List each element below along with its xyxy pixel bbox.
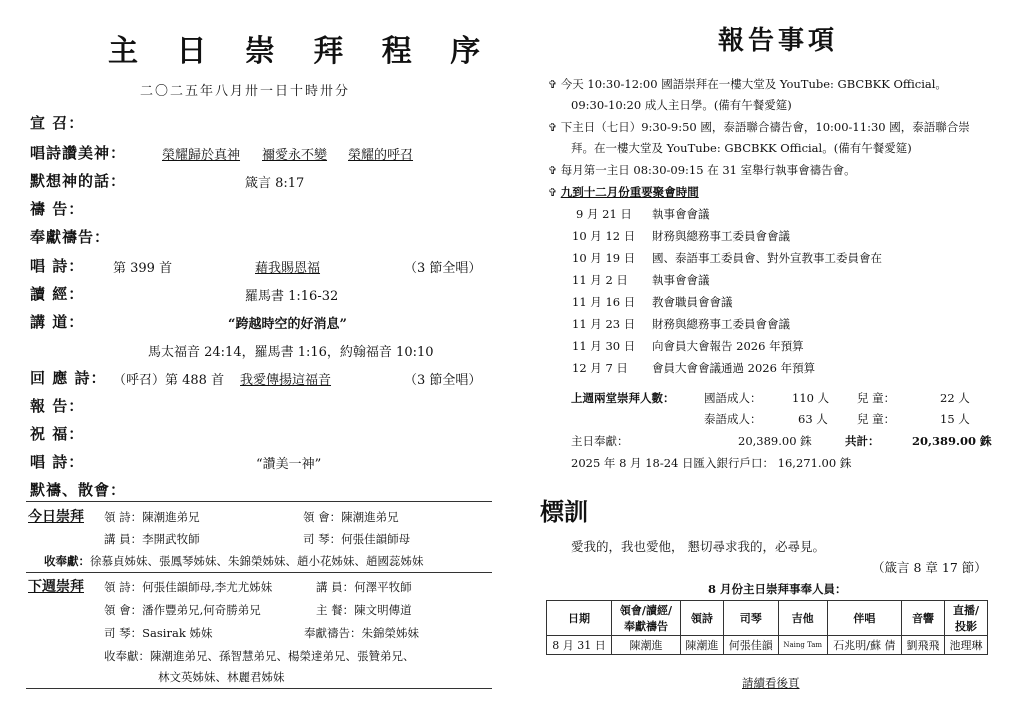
next-r1a-label: 領 詩： xyxy=(104,580,143,594)
next-r2a-val: 潘作豐弟兄,何奇勝弟兄 xyxy=(142,603,261,617)
service-date: 二〇二五年八月卅一日十時卅分 xyxy=(140,84,351,99)
blessing-label: 祝 福： xyxy=(30,425,85,443)
today-offering-label: 收奉獻： xyxy=(44,554,90,568)
program-title: 主 日 崇 拜 程 序 xyxy=(108,34,495,69)
doxology-label: 唱 詩： xyxy=(30,453,85,471)
schedule-event-2: 財務與總務事工委員會會議 xyxy=(652,229,790,243)
today-r2a-val: 李開武牧師 xyxy=(142,532,200,546)
today-offering-val: 徐慕貞姊妹、張鳳琴姊妹、朱錦榮姊妹、趙小花姊妹、趙國蕊姊妹 xyxy=(90,554,424,568)
today-r1b-val: 陳潮進弟兄 xyxy=(341,510,399,524)
schedule-event-1: 執事會會議 xyxy=(652,207,710,221)
child-label-2: 兒 童： xyxy=(857,412,896,426)
roster-header-row xyxy=(547,601,988,636)
announcement-6: 九到十二月份重要聚會時間 xyxy=(560,185,699,199)
roster-header-guitar: 吉他 xyxy=(778,601,827,636)
next-r1b-val: 何澤平牧師 xyxy=(354,580,412,594)
sermon-refs: 馬太福音 24:14，羅馬書 1:16，約翰福音 10:10 xyxy=(148,345,434,360)
bullet-icon: ✞ xyxy=(548,164,561,177)
roster-title: 8 月份主日崇拜事奉人員： xyxy=(708,582,847,596)
today-r2b-val: 何張佳韻師母 xyxy=(341,532,411,546)
today-r1a-label: 領 詩： xyxy=(104,510,143,524)
report-label: 報 告： xyxy=(30,397,85,415)
announcements-title: 報告事項 xyxy=(718,26,839,56)
reading-label: 讀 經： xyxy=(30,285,85,303)
praise-label: 唱詩讚美神： xyxy=(30,144,127,162)
schedule-date-5: 11 月 16 日 xyxy=(572,295,636,309)
response-number: （呼召）第 488 首 xyxy=(113,373,225,388)
roster-header-leader: 領會/讀經/奉獻禱告 xyxy=(611,601,680,636)
bullet-icon: ✞ xyxy=(548,78,561,91)
next-r1b-label: 講 員： xyxy=(316,580,355,594)
next-r2b-val: 陳文明傳道 xyxy=(354,603,412,617)
response-title: 我愛傳揚這福音 xyxy=(240,373,332,388)
next-r3a-label: 司 琴： xyxy=(104,626,143,640)
today-r2a-label: 講 員： xyxy=(104,532,143,546)
roster-header-song: 領詩 xyxy=(680,601,723,636)
schedule-event-8: 會員大會會議通過 2026 年預算 xyxy=(652,361,816,375)
thai-count: 63 人 xyxy=(798,412,828,426)
hymn-label: 唱 詩： xyxy=(30,257,85,275)
schedule-date-6: 11 月 23 日 xyxy=(572,317,636,331)
schedule-date-2: 10 月 12 日 xyxy=(572,229,636,243)
motto-title: 標訓 xyxy=(540,497,588,526)
thai-label: 泰語成人： xyxy=(704,412,762,426)
attendance-label: 上週兩堂崇拜人數： xyxy=(571,391,675,405)
roster-header-stream: 直播/投影 xyxy=(945,601,988,636)
sermon-label: 講 道： xyxy=(30,313,85,331)
doxology-title: “讚美一神” xyxy=(256,457,322,472)
schedule-event-4: 執事會會議 xyxy=(652,273,710,287)
total-amount: 20,389.00 銖 xyxy=(912,434,992,448)
schedule-event-6: 財務與總務事工委員會會議 xyxy=(652,317,790,331)
sermon-title: “跨越時空的好消息” xyxy=(228,317,347,332)
today-r2b-label: 司 琴： xyxy=(303,532,342,546)
roster-cell-song: 陳潮進 xyxy=(680,636,723,655)
divider-top xyxy=(26,501,492,502)
mandarin-label: 國語成人： xyxy=(704,391,762,405)
roster-cell-date: 8 月 31 日 xyxy=(547,636,612,655)
schedule-event-7: 向會員大會報告 2026 年預算 xyxy=(652,339,804,353)
prayer-label: 禱 告： xyxy=(30,200,85,218)
roster-cell-vocal: 石兆明/蘇 倩 xyxy=(827,636,901,655)
next-r3b-label: 奉獻禱告： xyxy=(304,626,362,640)
announcement-1: 今天 10:30-12:00 國語崇拜在一樓大堂及 YouTube: GBCBKK Official。 xyxy=(560,77,947,91)
announcement-3: 下主日（七日）9:30-9:50 國，泰語聯合禱告會，10:00-11:30 國，泰語聯合崇 xyxy=(560,120,970,134)
announcement-5: 每月第一主日 08:30-09:15 在 31 室舉行執事會禱告會。 xyxy=(560,163,856,177)
motto-text: 愛我的，我也愛他， 懇切尋求我的，必尋見。 xyxy=(571,539,825,554)
roster-header-piano: 司琴 xyxy=(723,601,778,636)
word-label: 默想神的話： xyxy=(30,172,127,190)
schedule-event-5: 教會職員會會議 xyxy=(652,295,733,309)
next-offering-val1: 陳潮進弟兄、孫智慧弟兄、楊榮達弟兄、張贊弟兄、 xyxy=(150,649,415,663)
word-ref: 箴言 8:17 xyxy=(245,176,305,191)
next-r3a-val: Sasirak 姊妹 xyxy=(142,626,213,640)
schedule-event-3: 國、泰語事工委員會、對外宣教事工委員會在 xyxy=(652,251,882,265)
reading-ref: 羅馬書 1:16-32 xyxy=(245,289,339,304)
hymn-title: 藉我賜恩福 xyxy=(255,261,321,276)
today-r1a-val: 陳潮進弟兄 xyxy=(142,510,200,524)
child-count-2: 15 人 xyxy=(940,412,970,426)
divider-bottom xyxy=(26,688,492,689)
bullet-icon: ✞ xyxy=(548,121,561,134)
roster-header-vocal: 伴唱 xyxy=(827,601,901,636)
continue-link: 請續看後頁 xyxy=(742,676,800,690)
roster-table xyxy=(546,600,988,655)
next-r2a-label: 領 會： xyxy=(104,603,143,617)
total-label: 共計： xyxy=(845,434,880,448)
response-label: 回 應 詩： xyxy=(30,369,107,387)
schedule-date-1: 9 月 21 日 xyxy=(576,207,632,221)
next-heading: 下週崇拜 xyxy=(28,579,84,595)
roster-cell-guitar: Naing Tam xyxy=(778,636,827,655)
praise-song-1: 榮耀歸於真神 xyxy=(162,148,241,163)
schedule-date-7: 11 月 30 日 xyxy=(572,339,636,353)
hymn-verses: （3 節全唱） xyxy=(404,261,482,276)
next-offering-val2: 林文英姊妹、林麗君姊妹 xyxy=(158,670,285,684)
divider-mid xyxy=(26,572,492,573)
schedule-date-4: 11 月 2 日 xyxy=(572,273,628,287)
roster-header-date: 日期 xyxy=(547,601,612,636)
praise-song-3: 榮耀的呼召 xyxy=(348,148,414,163)
bank-deposit: 2025 年 8 月 18-24 日匯入銀行戶口： 16,271.00 銖 xyxy=(571,456,852,470)
next-r2b-label: 主 餐： xyxy=(316,603,355,617)
announcement-2: 09:30-10:20 成人主日學。(備有午餐愛筵) xyxy=(571,98,792,112)
next-r1a-val: 何張佳韻師母,李尤尤姊妹 xyxy=(142,580,273,594)
next-offering-label: 收奉獻： xyxy=(104,649,150,663)
roster-cell-sound: 劉飛飛 xyxy=(902,636,945,655)
roster-cell-stream: 池理琳 xyxy=(945,636,988,655)
praise-song-2: 禰愛永不變 xyxy=(262,148,328,163)
child-count-1: 22 人 xyxy=(940,391,970,405)
today-heading: 今日崇拜 xyxy=(28,509,84,525)
schedule-date-8: 12 月 7 日 xyxy=(572,361,628,375)
roster-cell-piano: 何張佳韻 xyxy=(723,636,778,655)
call-label: 宣 召： xyxy=(30,114,85,132)
today-r1b-label: 領 會： xyxy=(303,510,342,524)
dismissal-label: 默禱、散會： xyxy=(30,481,127,499)
offering-prayer-label: 奉獻禱告： xyxy=(30,228,111,246)
announcement-4: 拜。在一樓大堂及 YouTube: GBCBKK Official。(備有午餐愛筵) xyxy=(571,141,912,155)
bullet-icon: ✞ xyxy=(548,186,561,199)
table-row xyxy=(547,636,988,655)
response-verses: （3 節全唱） xyxy=(404,373,482,388)
offering-label: 主日奉獻： xyxy=(571,434,629,448)
hymn-number: 第 399 首 xyxy=(113,261,173,276)
offering-amount: 20,389.00 銖 xyxy=(738,434,812,448)
motto-ref: （箴言 8 章 17 節） xyxy=(872,560,987,575)
mandarin-count: 110 人 xyxy=(792,391,830,405)
next-r3b-val: 朱錦榮姊妹 xyxy=(361,626,419,640)
schedule-date-3: 10 月 19 日 xyxy=(572,251,636,265)
roster-header-sound: 音響 xyxy=(902,601,945,636)
roster-cell-leader: 陳潮進 xyxy=(611,636,680,655)
child-label-1: 兒 童： xyxy=(857,391,896,405)
